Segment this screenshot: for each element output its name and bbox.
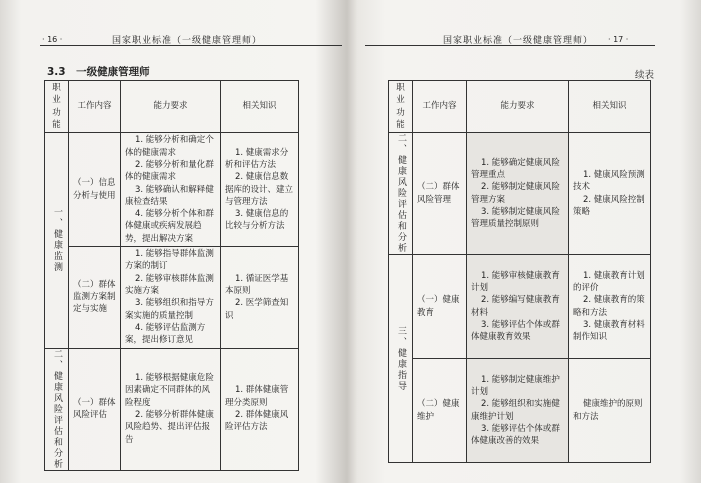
ability-item: 3. 能够确认和解释健康检查结果: [125, 184, 214, 207]
ability-cell: [467, 133, 569, 255]
knowledge-item: 健康维护的原则和方法: [573, 399, 643, 422]
work-content-cell: （二）群体风险管理: [413, 133, 467, 255]
function-cell: 二、健康风险评估和分析: [45, 348, 69, 470]
work-content-cell: （一）群体风险评估: [69, 348, 121, 470]
column-header: 能力要求: [121, 81, 221, 133]
ability-item: 3. 能够评估个体或群体健康改善的效果: [471, 424, 560, 447]
knowledge-cell: [221, 133, 299, 247]
ability-cell: [121, 133, 221, 247]
ability-item: 1. 能够分析和确定个体的健康需求: [125, 135, 214, 158]
header-rule: [40, 45, 342, 46]
table-row: [45, 247, 299, 349]
ability-cell: [467, 359, 569, 463]
page-number: · 17 ·: [608, 35, 629, 44]
ability-item: 1. 能够确定健康风险管理重点: [471, 157, 560, 181]
knowledge-item: 1. 健康需求分析和评估方法: [225, 147, 289, 170]
work-content-cell: （二）健康维护: [413, 359, 467, 463]
running-header: 国家职业标准（一级健康管理师）: [112, 36, 263, 46]
knowledge-cell: [569, 133, 651, 255]
ability-item: 2. 能够分析和量化群体的健康需求: [125, 159, 214, 183]
knowledge-item: 2. 健康信息数据库的设计、建立与管理方法: [225, 172, 294, 207]
knowledge-item: 2. 群体健康风险评估方法: [225, 410, 289, 433]
knowledge-item: 2. 健康教育的策略和方法: [573, 295, 645, 318]
right-page: [353, 0, 701, 483]
ability-cell: [121, 348, 221, 470]
ability-item: 2. 能够分析群体健康风险趋势、提出评估报告: [125, 410, 214, 445]
knowledge-item: 1. 循证医学基本原则: [225, 273, 289, 296]
continued-label: 续表: [634, 70, 654, 81]
table-row: [45, 348, 299, 470]
section-title: 3.3 一级健康管理师: [47, 66, 150, 78]
table-row: [389, 133, 651, 255]
column-header: 工作内容: [413, 81, 467, 133]
work-content-cell: （二）群体监测方案制定与实施: [69, 247, 121, 349]
ability-item: 1. 能够制定健康维护计划: [471, 374, 560, 398]
column-header: 能力要求: [467, 81, 569, 133]
competency-table: [44, 80, 299, 471]
header-rule: [365, 45, 655, 46]
left-page: [0, 0, 348, 483]
ability-item: 2. 能够组织和实施健康维护计划: [471, 399, 560, 422]
ability-item: 3. 能够评估个体或群体健康教育效果: [471, 320, 560, 343]
table-row: [389, 359, 651, 463]
competency-table-continued: [388, 80, 651, 463]
knowledge-item: 1. 健康教育计划的评价: [573, 270, 645, 294]
work-content-cell: （一）信息分析与使用: [69, 133, 121, 247]
knowledge-item: 2. 健康风险控制策略: [573, 194, 645, 218]
knowledge-item: 1. 群体健康管理分类原则: [225, 385, 289, 408]
column-header: 职业功能: [45, 81, 69, 133]
running-header: 国家职业标准（一级健康管理师）: [443, 36, 594, 46]
ability-item: 1. 能够根据健康危险因素确定不同群体的风险程度: [125, 373, 214, 408]
table-row: [45, 133, 299, 247]
ability-item: 3. 能够制定健康风险管理质量控制原则: [471, 207, 560, 230]
knowledge-item: 1. 健康风险预测技术: [573, 170, 645, 193]
column-header: 相关知识: [569, 81, 651, 133]
ability-item: 2. 能够制定健康风险管理方案: [471, 182, 560, 205]
knowledge-cell: [569, 255, 651, 359]
ability-item: 4. 能够分析个体和群体健康或疾病发展趋势，提出解决方案: [125, 209, 214, 244]
ability-cell: [121, 247, 221, 349]
table-row: [389, 255, 651, 359]
table-header-row: [45, 81, 299, 133]
knowledge-cell: [569, 359, 651, 463]
ability-item: 2. 能够编写健康教育材料: [471, 295, 560, 318]
ability-cell: [467, 255, 569, 359]
ability-item: 3. 能够组织和指导方案实施的质量控制: [125, 298, 214, 321]
column-header: 相关知识: [221, 81, 299, 133]
column-header: 工作内容: [69, 81, 121, 133]
table-header-row: [389, 81, 651, 133]
function-cell: 三、健康指导: [389, 255, 413, 463]
page-number: · 16 ·: [42, 35, 63, 44]
knowledge-item: 2. 医学筛查知识: [225, 298, 289, 321]
knowledge-cell: [221, 348, 299, 470]
ability-item: 1. 能够审核健康教育计划: [471, 270, 560, 294]
column-header: 职业功能: [389, 81, 413, 133]
ability-item: 2. 能够审核群体监测实施方案: [125, 273, 214, 296]
knowledge-cell: [221, 247, 299, 349]
work-content-cell: （一）健康教育: [413, 255, 467, 359]
ability-item: 4. 能够评估监测方案，提出修订意见: [125, 322, 206, 346]
function-cell: 一、健康监测: [45, 133, 69, 348]
knowledge-item: 3. 健康教育材料制作知识: [573, 320, 645, 343]
function-cell: 二、健康风险评估和分析: [389, 133, 413, 255]
knowledge-item: 3. 健康信息的比较与分析方法: [225, 209, 289, 232]
ability-item: 1. 能够指导群体监测方案的制订: [125, 249, 214, 272]
